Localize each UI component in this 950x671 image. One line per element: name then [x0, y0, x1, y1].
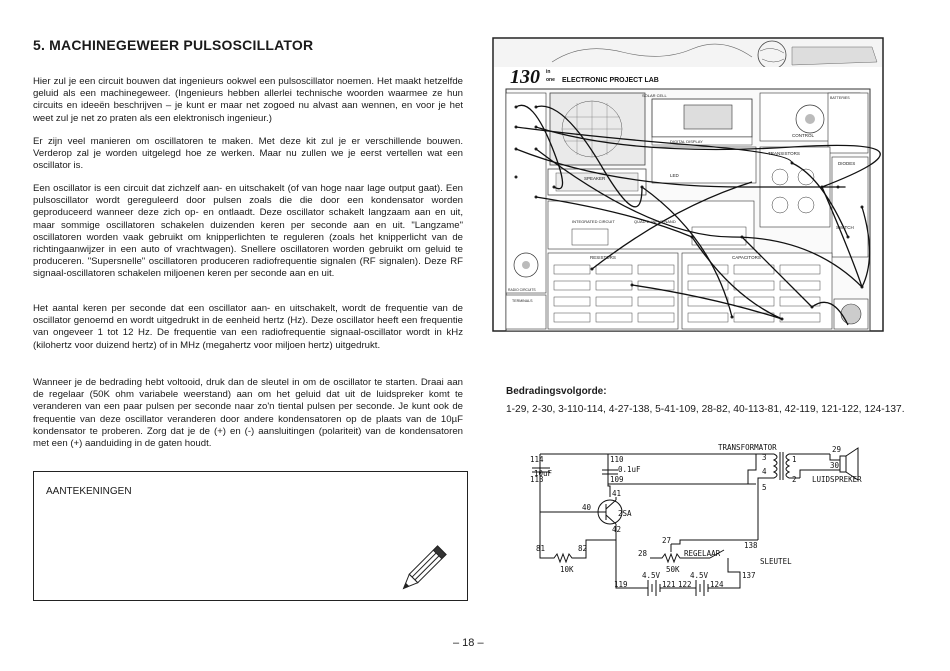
node-113: 113	[530, 475, 544, 484]
cap-01uf: 0.1uF	[618, 465, 641, 474]
node-5: 5	[762, 483, 767, 492]
paragraph-instructions: Wanneer je de bedrading hebt voltooid, druk dan de sleutel in om de oscillator te starten. Draai aan de regelaar (50K ohm variabele weerstand) aan om het geluid dat uit de luidspreker komt te veranderen van een paar pulsen per seconde naar zo'n tiental pulsen per seconde. Je kunt ook de frequentie van deze oscillator veranderen door andere kondensatoren op de plaats van de 10µF kondensator te proberen. Zorg dat je de (+) en (-) aansluitingen (polariteit) van de kondensatoren met een (+) aanduiding in de gaten houdt.	[33, 377, 463, 450]
resistor-50k: 50K	[666, 565, 680, 574]
transistors-label: TRANSISTORS	[768, 151, 800, 156]
node-40: 40	[582, 503, 592, 512]
node-2: 2	[792, 475, 797, 484]
digital-display-label: DIGITAL DISPLAY	[670, 139, 703, 144]
brand-text: ELECTRONIC PROJECT LAB	[562, 77, 659, 84]
node-122: 122	[678, 580, 692, 589]
battery2-label: 4.5V	[690, 571, 709, 580]
wiring-title: Bedradingsvolgorde:	[506, 386, 607, 397]
transformer-label: TRANSFORMATOR	[718, 443, 777, 452]
transistor-label: 2SA	[618, 509, 632, 518]
node-30: 30	[830, 461, 840, 470]
resistor-10k: 10K	[560, 565, 574, 574]
integrated-circuit-label: INTEGRATED CIRCUIT	[572, 219, 615, 224]
node-42: 42	[612, 525, 622, 534]
brand-one: one	[546, 77, 555, 83]
node-124: 124	[710, 580, 724, 589]
node-27: 27	[662, 536, 672, 545]
page-number: – 18 –	[453, 637, 484, 649]
project-lab-panel	[492, 37, 885, 333]
circuit-schematic	[530, 440, 890, 600]
cap-10uf: 10uF	[534, 469, 553, 478]
diodes-label: DIODES	[838, 161, 856, 166]
brand-in: in	[546, 69, 551, 75]
switch-label: SWITCH	[836, 225, 854, 230]
wiring-sequence: 1-29, 2-30, 3-110-114, 4-27-138, 5-41-109, 28-82, 40-113-81, 42-119, 121-122, 124-137.	[506, 404, 905, 415]
node-3: 3	[762, 453, 767, 462]
control-label: CONTROL	[792, 133, 815, 138]
node-119: 119	[614, 580, 628, 589]
node-138: 138	[744, 541, 758, 550]
node-110: 110	[610, 455, 624, 464]
node-41: 41	[612, 489, 622, 498]
node-121: 121	[662, 580, 676, 589]
node-82: 82	[578, 544, 588, 553]
pencil-icon	[392, 540, 452, 600]
node-81: 81	[536, 544, 546, 553]
paragraph-oscillator-definition: Een oscillator is een circuit dat zichzelf aan- en uitschakelt (of van hoge naar lage output gaat). Een pulsoscillator wordt gereguleerd door pulsen zoals die die door een kondensator worden geproduceerd wanneer deze zich op- en ontlaadt. Deze oscillator schakelt langzaam aan en uit, maar sommige oscillatoren schakelen duizenden keren per seconde aan en uit. "Langzame" oscillatoren worden vaak gebruikt om knipperlichten te reguleren (zoals het knipperlicht van de richtingaanwijzer in een auto of vrachtwagen). Snellere oscillatoren worden gebruikt om geluid te produceren. "Supersnelle" oscillatoren produceren radiofrequentie signalen (RF signalen). Deze RF signaal-oscillatoren schakelen miljoenen keren per seconde aan en uit.	[33, 183, 463, 280]
paragraph-frequency: Het aantal keren per seconde dat een oscillator aan- en uitschakelt, wordt de frequentie van de oscillator genoemd en wordt uitgedrukt in de eenheid hertz (Hz). Deze oscillator heeft een frequentie van ongeveer 1 tot 12 Hz. De frequentie van een radiofrequentie signaal-oscillator wordt in kHz (kilohertz voor duizend hertz) of in MHz (megahertz voor miljoen hertz) uitgedrukt.	[33, 303, 463, 351]
node-29: 29	[832, 445, 842, 454]
regelaar-label: REGELAAR	[684, 549, 721, 558]
battery1-label: 4.5V	[642, 571, 661, 580]
node-28: 28	[638, 549, 648, 558]
speaker-label: SPEAKER	[584, 176, 606, 181]
brand-number: 130	[510, 66, 540, 88]
node-114: 114	[530, 455, 544, 464]
batteries-label: BATTERIES	[830, 96, 850, 100]
capacitors-label: CAPACITORS	[732, 255, 761, 260]
node-137: 137	[742, 571, 756, 580]
solar-cell-label: SOLAR CELL	[642, 93, 667, 98]
terminals-label: TERMINALS	[512, 299, 533, 303]
page-heading: 5. MACHINEGEWEER PULSOSCILLATOR	[33, 37, 314, 53]
node-109: 109	[610, 475, 624, 484]
node-4: 4	[762, 467, 767, 476]
resistors-label: RESISTORS	[590, 255, 616, 260]
paragraph-intro: Hier zul je een circuit bouwen dat ingenieurs ookwel een pulsoscillator noemen. Het maakt hetzelfde geluid als een machinegeweer. (Ingenieurs hebben allerlei technische woorden waarmee ze hun circuits en ideeën beschrijven – je kunt er maar net zogoed nu alvast aan wennen, en voor je het weet zul je net zo praten als een elektronisch ingenieur.)	[33, 76, 463, 124]
led-label: LED	[670, 173, 679, 178]
node-1: 1	[792, 455, 797, 464]
radio-circuits-label: RADIO CIRCUITS	[508, 288, 536, 292]
quad-nand-label: QUAD 2- INPUT NAND	[634, 219, 676, 224]
paragraph-oscillator-types: Er zijn veel manieren om oscillatoren te maken. Met deze kit zul je er verschillende bouwen. Verderop zal je worden uitgelegd hoe ze werken. Maar nu zullen we je eerst vertellen wat een oscillator is.	[33, 136, 463, 172]
sleutel-label: SLEUTEL	[760, 557, 792, 566]
notes-label: AANTEKENINGEN	[46, 486, 132, 497]
speaker-label: LUIDSPREKER	[812, 475, 862, 484]
